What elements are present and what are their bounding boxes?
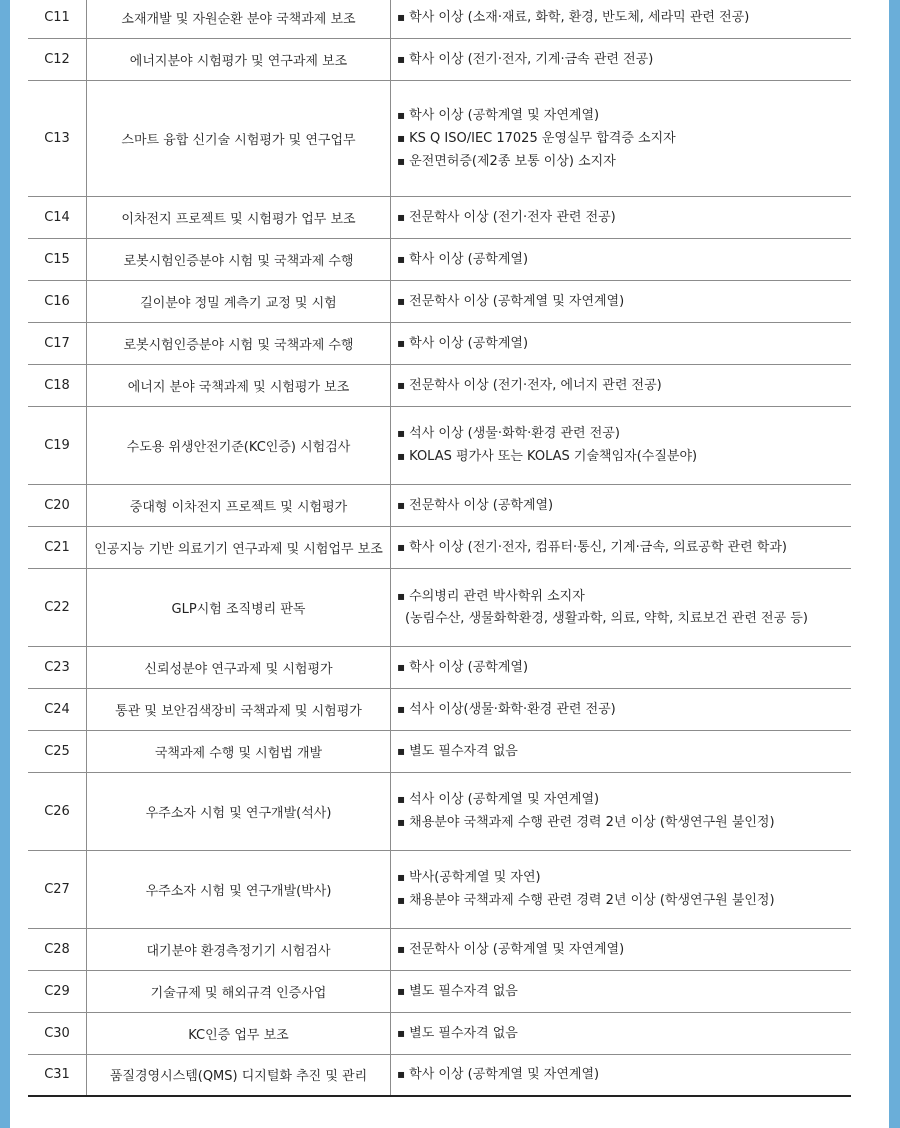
position-requirements	[391, 238, 852, 280]
position-requirements	[391, 928, 852, 970]
position-requirements	[391, 364, 852, 406]
position-task: 신뢰성분야 연구과제 및 시험평가	[87, 646, 391, 688]
requirement-item: ▪ 석사 이상(생물·화학·환경 관련 전공)	[397, 698, 851, 721]
position-task: 대기분야 환경측정기기 시험검사	[87, 928, 391, 970]
table-row	[28, 0, 851, 38]
position-task: 로봇시험인증분야 시험 및 국책과제 수행	[87, 238, 391, 280]
position-task: GLP시험 조직병리 판독	[87, 568, 391, 646]
position-requirements	[391, 1012, 852, 1054]
table-row	[28, 526, 851, 568]
position-task: 로봇시험인증분야 시험 및 국책과제 수행	[87, 322, 391, 364]
position-requirements	[391, 38, 852, 80]
position-requirements	[391, 322, 852, 364]
position-task: 기술규제 및 해외규격 인증사업	[87, 970, 391, 1012]
position-requirements	[391, 0, 852, 38]
position-task: 에너지분야 시험평가 및 연구과제 보조	[87, 38, 391, 80]
table-row	[28, 646, 851, 688]
position-code: C16	[28, 280, 87, 322]
position-requirements	[391, 970, 852, 1012]
table-row	[28, 730, 851, 772]
table-row	[28, 280, 851, 322]
requirement-item: ▪ 채용분야 국책과제 수행 관련 경력 2년 이상 (학생연구원 불인정)	[397, 811, 851, 834]
table-row	[28, 772, 851, 850]
table-row	[28, 484, 851, 526]
position-requirements	[391, 1054, 852, 1096]
requirement-item: ▪ KOLAS 평가사 또는 KOLAS 기술책임자(수질분야)	[397, 445, 851, 468]
position-code: C12	[28, 38, 87, 80]
requirement-item: ▪ 별도 필수자격 없음	[397, 740, 851, 763]
position-task: 국책과제 수행 및 시험법 개발	[87, 730, 391, 772]
position-task: KC인증 업무 보조	[87, 1012, 391, 1054]
position-code: C14	[28, 196, 87, 238]
table-row	[28, 406, 851, 484]
position-requirements	[391, 688, 852, 730]
table-body	[28, 0, 851, 1096]
position-task: 중대형 이차전지 프로젝트 및 시험평가	[87, 484, 391, 526]
position-requirements	[391, 406, 852, 484]
requirement-item: ▪ 학사 이상 (공학계열)	[397, 656, 851, 679]
position-code: C31	[28, 1054, 87, 1096]
table-row	[28, 1012, 851, 1054]
table-row	[28, 688, 851, 730]
requirement-item: ▪ 학사 이상 (소재·재료, 화학, 환경, 반도체, 세라믹 관련 전공)	[397, 6, 851, 29]
position-code: C27	[28, 850, 87, 928]
table-row	[28, 38, 851, 80]
position-code: C21	[28, 526, 87, 568]
requirement-item: ▪ KS Q ISO/IEC 17025 운영실무 합격증 소지자	[397, 127, 851, 150]
table-row	[28, 364, 851, 406]
position-task: 에너지 분야 국책과제 및 시험평가 보조	[87, 364, 391, 406]
position-task: 통관 및 보안검색장비 국책과제 및 시험평가	[87, 688, 391, 730]
position-requirements	[391, 646, 852, 688]
position-task: 스마트 융합 신기술 시험평가 및 연구업무	[87, 80, 391, 196]
position-code: C23	[28, 646, 87, 688]
position-task: 인공지능 기반 의료기기 연구과제 및 시험업무 보조	[87, 526, 391, 568]
table-row	[28, 196, 851, 238]
position-code: C24	[28, 688, 87, 730]
requirement-item: ▪ 학사 이상 (전기·전자, 컴퓨터·통신, 기계·금속, 의료공학 관련 학과)	[397, 536, 851, 559]
table-row	[28, 568, 851, 646]
position-code: C29	[28, 970, 87, 1012]
requirement-item: ▪ 전문학사 이상 (전기·전자 관련 전공)	[397, 206, 851, 229]
position-task: 우주소자 시험 및 연구개발(박사)	[87, 850, 391, 928]
table-row	[28, 850, 851, 928]
position-task: 소재개발 및 자원순환 분야 국책과제 보조	[87, 0, 391, 38]
position-code: C11	[28, 0, 87, 38]
requirement-item: ▪ 학사 이상 (전기·전자, 기계·금속 관련 전공)	[397, 48, 851, 71]
requirement-item: ▪ 학사 이상 (공학계열 및 자연계열)	[397, 1063, 851, 1086]
requirement-item: ▪ 별도 필수자격 없음	[397, 1022, 851, 1045]
requirement-item: ▪ 별도 필수자격 없음	[397, 980, 851, 1003]
requirement-item: ▪ 전문학사 이상 (전기·전자, 에너지 관련 전공)	[397, 374, 851, 397]
position-task: 길이분야 정밀 계측기 교정 및 시험	[87, 280, 391, 322]
requirement-item: ▪ 수의병리 관련 박사학위 소지자	[397, 585, 851, 608]
position-code: C20	[28, 484, 87, 526]
position-requirements	[391, 484, 852, 526]
position-code: C15	[28, 238, 87, 280]
position-requirements	[391, 526, 852, 568]
requirement-item: ▪ 석사 이상 (생물·화학·환경 관련 전공)	[397, 422, 851, 445]
position-task: 품질경영시스템(QMS) 디지털화 추진 및 관리	[87, 1054, 391, 1096]
requirement-continuation: (농림수산, 생물화학환경, 생활과학, 의료, 약학, 치료보건 관련 전공 등)	[405, 610, 808, 626]
position-code: C19	[28, 406, 87, 484]
position-task: 이차전지 프로젝트 및 시험평가 업무 보조	[87, 196, 391, 238]
requirement-item: ▪ 학사 이상 (공학계열)	[397, 248, 851, 271]
position-requirements	[391, 196, 852, 238]
job-positions-table	[28, 0, 851, 1097]
requirement-item: ▪ 학사 이상 (공학계열)	[397, 332, 851, 355]
table-row	[28, 970, 851, 1012]
requirement-item: ▪ 전문학사 이상 (공학계열)	[397, 494, 851, 517]
position-code: C22	[28, 568, 87, 646]
requirement-item: ▪ 전문학사 이상 (공학계열 및 자연계열)	[397, 938, 851, 961]
table-row	[28, 238, 851, 280]
position-code: C28	[28, 928, 87, 970]
document-page	[10, 0, 889, 1128]
position-code: C13	[28, 80, 87, 196]
position-code: C26	[28, 772, 87, 850]
position-code: C25	[28, 730, 87, 772]
requirement-item: ▪ 채용분야 국책과제 수행 관련 경력 2년 이상 (학생연구원 불인정)	[397, 889, 851, 912]
table-row	[28, 1054, 851, 1096]
position-task: 우주소자 시험 및 연구개발(석사)	[87, 772, 391, 850]
position-requirements	[391, 772, 852, 850]
position-requirements	[391, 568, 852, 646]
position-code: C17	[28, 322, 87, 364]
requirement-item: ▪ 학사 이상 (공학계열 및 자연계열)	[397, 104, 851, 127]
position-code: C30	[28, 1012, 87, 1054]
requirement-item: ▪ 석사 이상 (공학계열 및 자연계열)	[397, 788, 851, 811]
requirement-item: ▪ 운전면허증(제2종 보통 이상) 소지자	[397, 150, 851, 173]
position-requirements	[391, 280, 852, 322]
requirement-item: ▪ 박사(공학계열 및 자연)	[397, 866, 851, 889]
position-code: C18	[28, 364, 87, 406]
table-row	[28, 928, 851, 970]
table-row	[28, 322, 851, 364]
position-requirements	[391, 80, 852, 196]
position-requirements	[391, 730, 852, 772]
position-task: 수도용 위생안전기준(KC인증) 시험검사	[87, 406, 391, 484]
position-requirements	[391, 850, 852, 928]
table-row	[28, 80, 851, 196]
requirement-item: ▪ 전문학사 이상 (공학계열 및 자연계열)	[397, 290, 851, 313]
